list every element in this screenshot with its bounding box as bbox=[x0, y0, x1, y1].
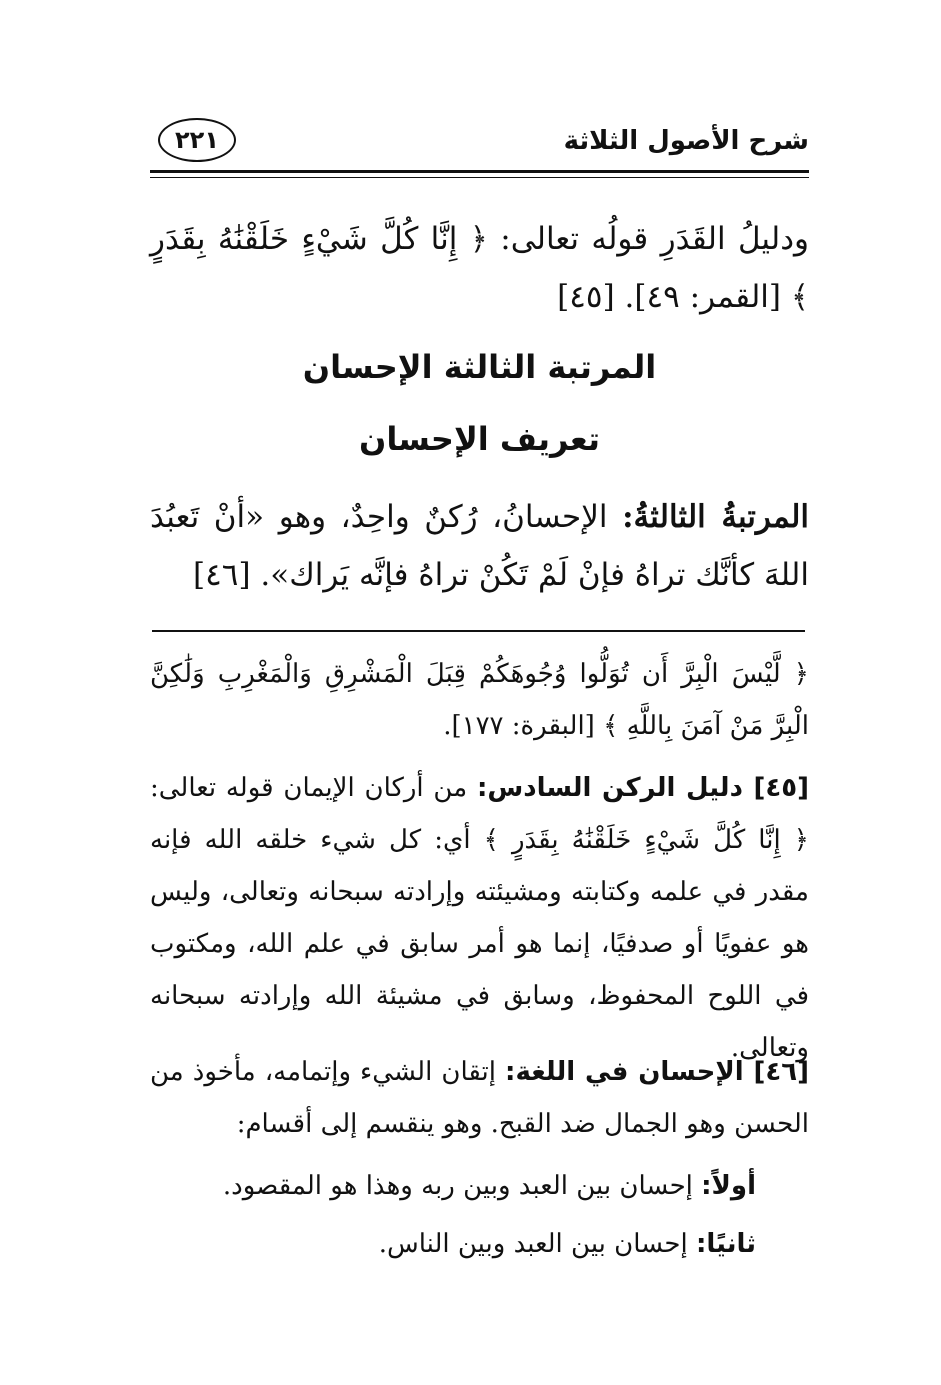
footnote-45-label: [٤٥] دليل الركن السادس: bbox=[476, 773, 810, 803]
subsection-heading: تعريف الإحسان bbox=[359, 420, 600, 458]
ihsan-paragraph-text: الإحسانُ، رُكنٌ واحِدٌ، وهو «أنْ تَعبُدَ اللهَ كأنَّك تراهُ فإنْ لَمْ تَكُنْ تراهُ فإنَّه يَراك». [٤٦] bbox=[150, 499, 809, 593]
footnote-46-label: [٤٦] الإحسان في اللغة: bbox=[505, 1057, 809, 1087]
footnote-46 bbox=[150, 1046, 809, 1150]
footnote-46-text: إتقان الشيء وإتمامه، مأخوذ من الحسن وهو الجمال ضد القبح. وهو ينقسم إلى أقسام: bbox=[150, 1057, 809, 1139]
page-number: ٢٢١ bbox=[158, 118, 236, 162]
ihsan-paragraph-lead: المرتبةُ الثالثةُ: bbox=[622, 499, 810, 535]
list-item-first-label: أولاً: bbox=[701, 1171, 756, 1201]
running-title: شرح الأصول الثلاثة bbox=[563, 126, 809, 156]
footnote-separator bbox=[152, 630, 805, 632]
list-item-second-label: ثانيًا: bbox=[695, 1229, 756, 1259]
page-header bbox=[150, 118, 809, 168]
section-heading: المرتبة الثالثة الإحسان bbox=[302, 348, 657, 386]
list-item-first-text: إحسان بين العبد وبين ربه وهذا هو المقصود. bbox=[222, 1171, 702, 1201]
header-rule-thin bbox=[150, 177, 809, 178]
footnote-45-text: من أركان الإيمان قوله تعالى: ﴿ إِنَّا كُلَّ شَيْءٍ خَلَقْنَٰهُ بِقَدَرٍ ﴾ أي: كل شيء خلقه الله فإنه مقدر في علمه وكتابته ومشيئته وإرادته سبحانه وتعالى، وليس هو عفويًا أو صدفيًا، إنما هو أمر سابق في علم الله، ومكتوب في اللوح المحفوظ، وسابق في مشيئة الله وإرادته سبحانه وتعالى. bbox=[150, 773, 809, 1063]
ihsan-paragraph bbox=[150, 488, 809, 604]
list-item-second bbox=[150, 1218, 756, 1270]
list-item-second-text: إحسان بين العبد وبين الناس. bbox=[378, 1229, 696, 1259]
list-item-first bbox=[150, 1160, 756, 1212]
footnote-continuation-text: ﴿ لَّيْسَ الْبِرَّ أَن تُوَلُّوا وُجُوهَكُمْ قِبَلَ الْمَشْرِقِ وَالْمَغْرِبِ وَلَٰكِنَّ الْبِرَّ مَنْ آمَنَ بِاللَّهِ ﴾ [البقرة: ١٧٧]. bbox=[150, 659, 809, 741]
footnote-45 bbox=[150, 762, 809, 1074]
qadar-evidence-paragraph: ودليلُ القَدَرِ قولُه تعالى: ﴿ إِنَّا كُلَّ شَيْءٍ خَلَقْنَٰهُ بِقَدَرٍ ﴾ [القمر: ٤٩]. [٤٥] bbox=[150, 221, 809, 315]
footnote-continuation bbox=[150, 648, 809, 752]
header-rule-thick bbox=[150, 170, 809, 173]
